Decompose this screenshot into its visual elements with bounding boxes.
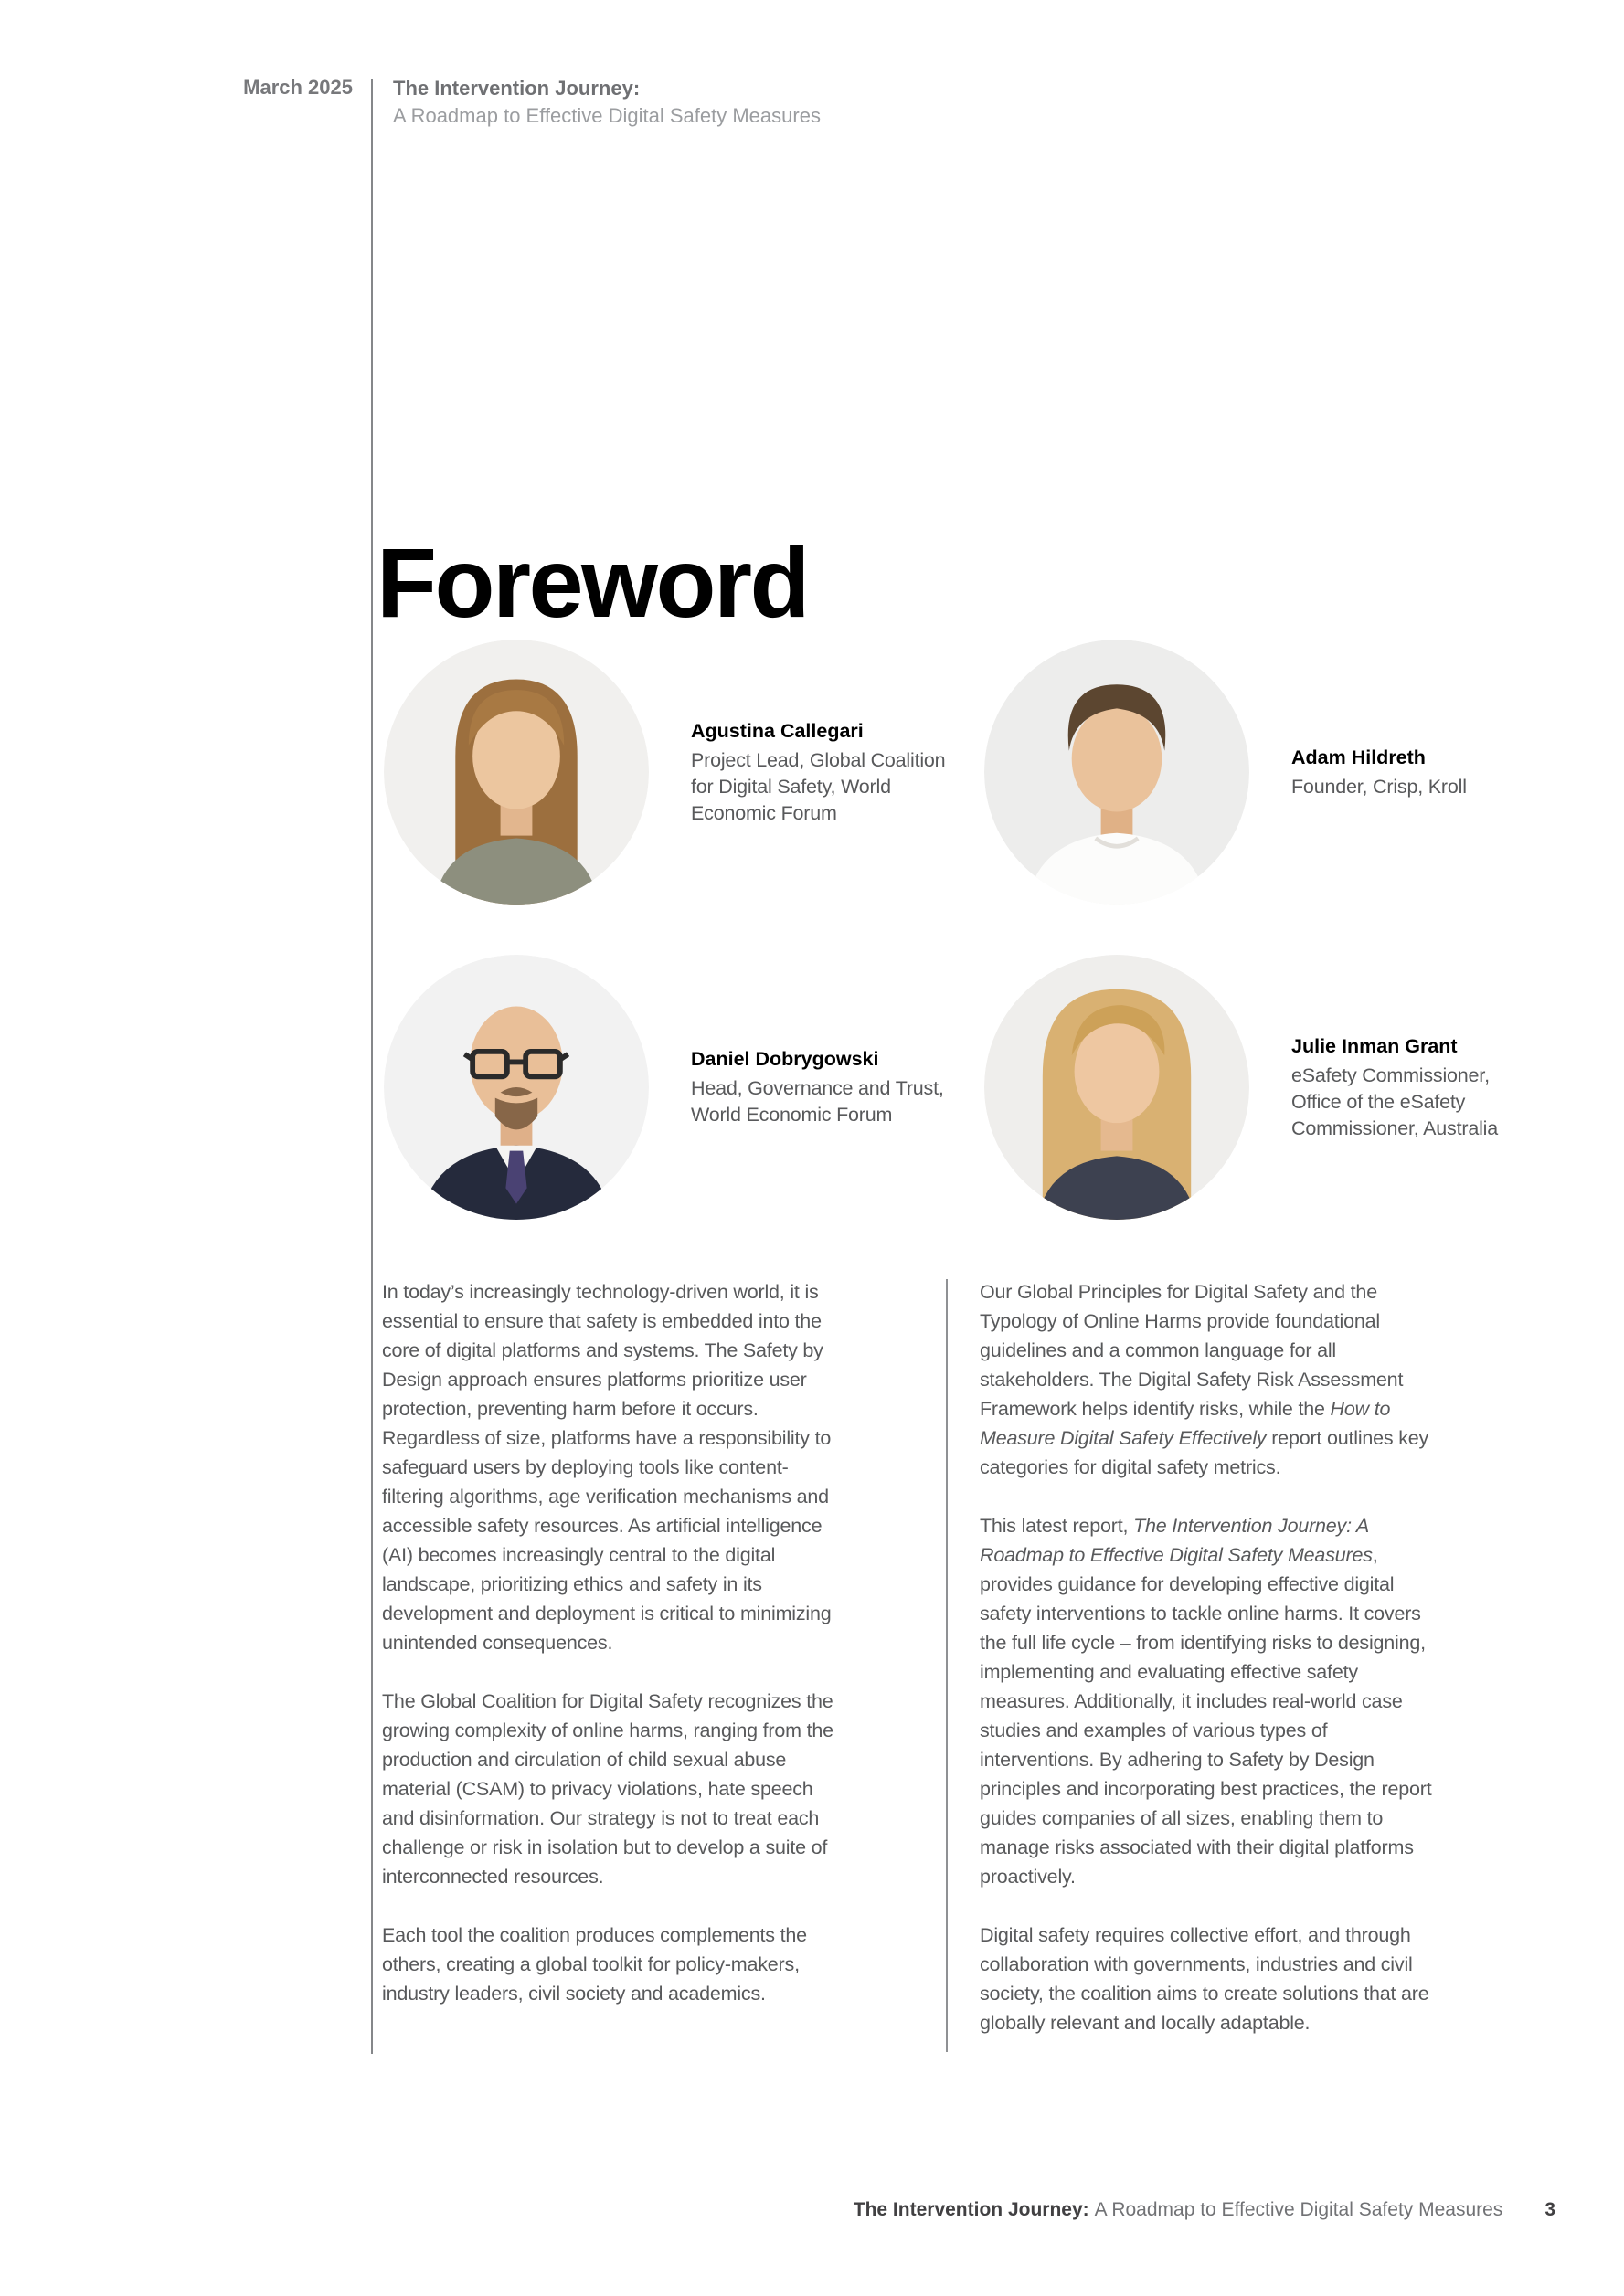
person-info <box>1291 745 1566 800</box>
avatar-daniel-dobrygowski <box>384 955 649 1220</box>
header-date: March 2025 <box>243 76 353 99</box>
person-role-line: Founder, Crisp, Kroll <box>1291 775 1467 798</box>
person-card <box>984 640 1566 905</box>
report-title-italic: How to Measure Digital Safety Effectively <box>980 1398 1391 1449</box>
footer-report-title: The Intervention Journey: <box>853 2199 1089 2220</box>
paragraph-text: Digital safety requires collective effort, and through collaboration with governments, industries and civil society, the coalition aims to create solutions that are globally relevant and locally adaptable. <box>980 1924 1429 2034</box>
person-card <box>384 955 965 1220</box>
section-title: Foreword <box>377 527 809 639</box>
body-left-column <box>382 1277 841 2037</box>
person-role-line: eSafety Commissioner, <box>1291 1063 1490 1086</box>
paragraph <box>980 1920 1444 2037</box>
paragraph-text: In today’s increasingly technology-driven world, it is essential to ensure that safety is embedded into the core of digital platforms and systems. The Safety by Design approach ensures platforms prioritize user protection, preventing harm before it occurs. Regardless of size, platforms have a responsibility to safeguard users by deploying tools like content-filtering algorithms, age verification mechanisms and accessible safety resources. As artificial intelligence (AI) becomes increasingly central to the digital landscape, prioritizing ethics and safety in its development and deployment is critical to minimizing unintended consequences. <box>382 1281 832 1654</box>
person-name: Daniel Dobrygowski <box>691 1048 879 1070</box>
person-role-line: Head, Governance and Trust, <box>691 1077 944 1099</box>
person-role-line: Economic Forum <box>691 801 837 824</box>
person-info <box>691 718 965 827</box>
body-right-column <box>980 1277 1444 2067</box>
column-divider-rule <box>946 1279 948 2052</box>
person-card <box>384 640 965 905</box>
paragraph <box>980 1511 1444 1891</box>
paragraph <box>980 1277 1444 1482</box>
header-vertical-rule <box>371 79 373 2054</box>
paragraph <box>382 1920 841 2008</box>
person-name: Adam Hildreth <box>1291 746 1426 768</box>
paragraph-text: Our Global Principles for Digital Safety and the Typology of Online Harms provide foundational guidelines and a common language for all stakeholders. The Digital Safety Risk Assessment Framework helps identify risks, while the <box>980 1281 1404 1420</box>
person-role-line: World Economic Forum <box>691 1104 893 1126</box>
paragraph-text: Each tool the coalition produces complements the others, creating a global toolkit for policy-makers, industry leaders, civil society and academics. <box>382 1924 807 2005</box>
paragraph-text: This latest report, <box>980 1515 1134 1537</box>
paragraph-text: report outlines key categories for digital safety metrics. <box>980 1427 1429 1478</box>
person-info <box>1291 1033 1566 1142</box>
header-report-subtitle: A Roadmap to Effective Digital Safety Measures <box>393 104 821 127</box>
page-footer <box>0 2198 1555 2222</box>
person-role-line: for Digital Safety, World <box>691 775 891 798</box>
header-report-title: The Intervention Journey: <box>393 77 641 100</box>
footer-report-subtitle: A Roadmap to Effective Digital Safety Measures <box>1094 2199 1503 2220</box>
person-name: Julie Inman Grant <box>1291 1034 1458 1057</box>
avatar-agustina-callegari <box>384 640 649 905</box>
report-title-italic: The Intervention Journey: A Roadmap to Effective Digital Safety Measures <box>980 1515 1373 1566</box>
paragraph <box>382 1687 841 1891</box>
person-card <box>984 955 1566 1220</box>
avatar-adam-hildreth <box>984 640 1249 905</box>
person-role-line: Project Lead, Global Coalition <box>691 748 946 771</box>
page-number: 3 <box>1544 2199 1555 2220</box>
person-info <box>691 1046 965 1128</box>
header-title-block <box>393 75 821 130</box>
paragraph-text: , provides guidance for developing effective digital safety interventions to tackle online harms. It covers the full life cycle – from identifying risks to designing, implementing and evaluating effective safety measures. Additionally, it includes real-world case studies and examples of various types of interventions. By adhering to Safety by Design principles and incorporating best practices, the report guides companies of all sizes, enabling them to manage risks associated with their digital platforms proactively. <box>980 1544 1432 1888</box>
person-role-line: Commissioner, Australia <box>1291 1116 1499 1139</box>
person-role-line: Office of the eSafety <box>1291 1090 1466 1113</box>
paragraph-text: The Global Coalition for Digital Safety recognizes the growing complexity of online harms, ranging from the production and circulation of child sexual abuse material (CSAM) to privacy violations, hate speech and disinformation. Our strategy is not to treat each challenge or risk in isolation but to develop a suite of interconnected resources. <box>382 1690 833 1888</box>
avatar-julie-inman-grant <box>984 955 1249 1220</box>
person-name: Agustina Callegari <box>691 719 864 742</box>
paragraph <box>382 1277 841 1657</box>
